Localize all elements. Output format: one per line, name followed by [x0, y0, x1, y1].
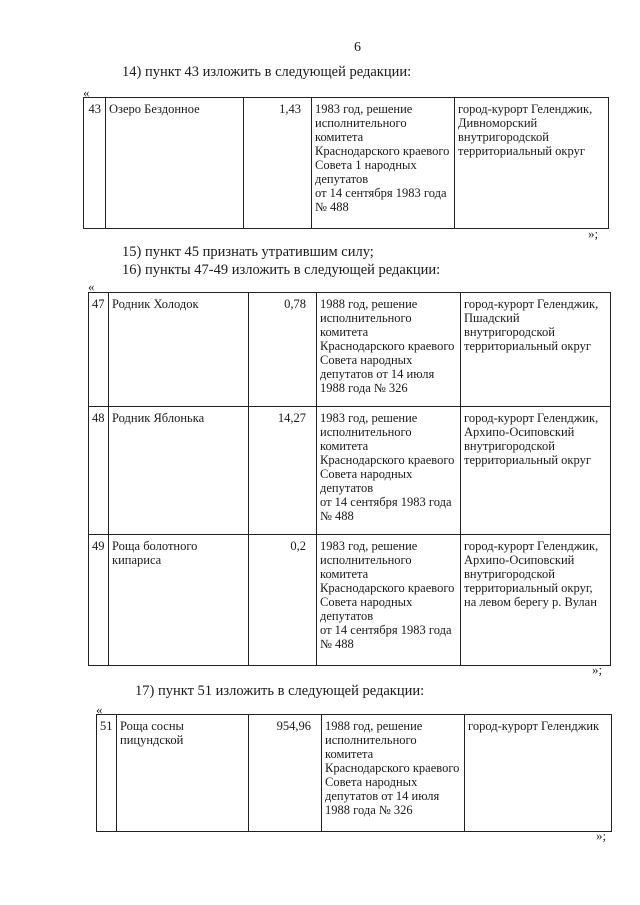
table-51	[96, 714, 612, 832]
close-quote: »;	[588, 226, 599, 241]
object-area: 14,27	[249, 407, 317, 535]
table-row	[89, 407, 611, 535]
object-name: Озеро Бездонное	[106, 98, 244, 229]
object-name: Родник Яблонька	[109, 407, 249, 535]
table-row	[89, 535, 611, 666]
object-area: 954,96	[249, 715, 322, 832]
object-name: Роща сосны пицундской	[117, 715, 249, 832]
close-quote: »;	[592, 662, 603, 677]
table-43	[83, 97, 609, 229]
location-text: город-курорт Геленджик, Пшадский внутригородской территориальный округ	[461, 293, 611, 407]
table-row	[97, 715, 612, 832]
decision-text: 1983 год, решение исполнительного комитета Краснодарского краевого Совета народных депутатов от 14 сентября 1983 года № 488	[317, 535, 461, 666]
decision-text: 1988 год, решение исполнительного комитета Краснодарского краевого Совета народных депутатов от 14 июля 1988 года № 326	[322, 715, 465, 832]
paragraph-15: 15) пункт 45 признать утратившим силу;	[122, 244, 374, 260]
row-number: 47	[89, 293, 109, 407]
row-number: 49	[89, 535, 109, 666]
object-area: 1,43	[244, 98, 312, 229]
object-area: 0,78	[249, 293, 317, 407]
paragraph-16: 16) пункты 47-49 изложить в следующей редакции:	[122, 262, 441, 278]
table-row	[89, 293, 611, 407]
table-47-49	[88, 292, 611, 666]
object-name: Родник Холодок	[109, 293, 249, 407]
paragraph-17: 17) пункт 51 изложить в следующей редакции:	[135, 683, 425, 699]
location-text: город-курорт Геленджик, Архипо-Осиповский внутригородской территориальный округ, на левом берегу р. Вулан	[461, 535, 611, 666]
row-number: 43	[84, 98, 106, 229]
table-row	[84, 98, 609, 229]
decision-text: 1988 год, решение исполнительного комитета Краснодарского краевого Совета народных депутатов от 14 июля 1988 года № 326	[317, 293, 461, 407]
row-number: 48	[89, 407, 109, 535]
location-text: город-курорт Геленджик, Дивноморский внутригородской территориальный округ	[455, 98, 609, 229]
close-quote: »;	[596, 828, 607, 843]
open-quote: «	[88, 279, 95, 294]
page-number: 6	[354, 40, 361, 55]
location-text: город-курорт Геленджик, Архипо-Осиповский внутригородской территориальный округ	[461, 407, 611, 535]
open-quote: «	[96, 702, 103, 717]
open-quote: «	[83, 85, 90, 100]
row-number: 51	[97, 715, 117, 832]
decision-text: 1983 год, решение исполнительного комитета Краснодарского краевого Совета 1 народных депутатов от 14 сентября 1983 года № 488	[312, 98, 455, 229]
object-area: 0,2	[249, 535, 317, 666]
object-name: Роща болотного кипариса	[109, 535, 249, 666]
paragraph-14: 14) пункт 43 изложить в следующей редакции:	[122, 64, 412, 80]
location-text: город-курорт Геленджик	[465, 715, 612, 832]
decision-text: 1983 год, решение исполнительного комитета Краснодарского краевого Совета народных депутатов от 14 сентября 1983 года № 488	[317, 407, 461, 535]
